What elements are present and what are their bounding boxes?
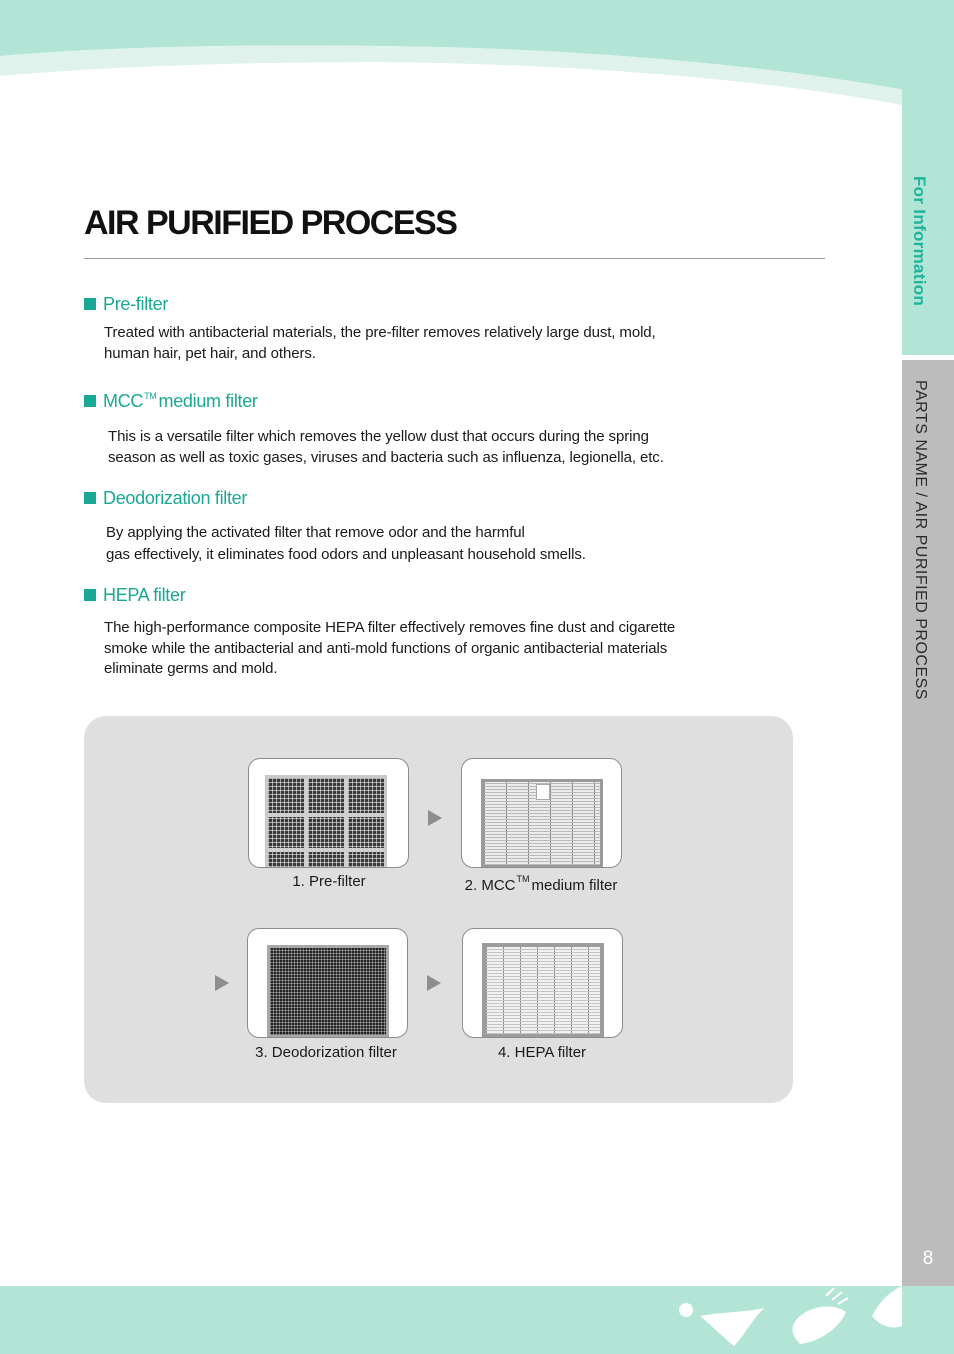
hepa-filter-card [462,928,623,1038]
section-body-hepa-filter [104,618,675,680]
section-heading-deodorization-filter [84,488,247,509]
section-body-deodorization-filter [106,522,586,566]
process-diagram-panel [84,716,793,1103]
section-heading-hepa-filter [84,585,185,606]
pre-filter-image [265,775,387,868]
square-bullet-icon [84,492,96,504]
side-breadcrumb: PARTS NAME / AIR PURIFIED PROCESS [912,380,929,700]
body-line: eliminate germs and mold. [104,660,278,677]
filter-label-tag [536,784,550,800]
body-line: Treated with antibacterial materials, the pre-filter removes relatively large dust, mold, [104,324,656,341]
trademark-superscript: TM [516,874,530,884]
arrow-right-icon [427,975,441,991]
bottom-decorative-band [0,1286,954,1354]
step-caption-mcc-filter [441,874,641,894]
title-divider [84,258,825,259]
section-body-pre-filter [104,323,656,364]
step-caption-deodorization-filter: 3. Deodorization filter [255,1044,397,1061]
mcc-filter-card [461,758,622,868]
square-bullet-icon [84,298,96,310]
section-heading-mcc-filter [84,391,258,412]
caption-text: 2. MCC [464,877,516,894]
square-bullet-icon [84,589,96,601]
top-decorative-band [0,0,954,120]
section-heading-text: Deodorization filter [103,488,248,508]
body-line: gas effectively, it eliminates food odors and unpleasant household smells. [106,546,586,563]
body-line: human hair, pet hair, and others. [104,344,316,362]
deodorization-filter-card [247,928,408,1038]
body-line: The high-performance composite HEPA filter effectively removes fine dust and cigarette [104,619,676,636]
mcc-filter-image [481,779,603,868]
square-bullet-icon [84,395,96,407]
pre-filter-card [248,758,409,868]
section-heading-pre-filter [84,294,168,315]
section-body-mcc-filter [108,427,664,468]
page-number: 8 [922,1248,934,1269]
leaf-decoration-icon [0,1286,954,1354]
section-heading-text: Pre-filter [103,294,169,314]
body-line: By applying the activated filter that remove odor and the harmful [106,524,525,541]
section-heading-text: MCC [103,391,144,411]
hepa-filter-image [482,943,604,1038]
step-caption-hepa-filter: 4. HEPA filter [497,1044,587,1061]
step-caption-pre-filter: 1. Pre-filter [292,873,366,890]
section-heading-text: medium filter [158,391,258,411]
body-line: smoke while the antibacterial and anti-mold functions of organic antibacterial materials [104,639,668,657]
side-section-label: For Information [910,176,929,307]
arrow-right-icon [215,975,229,991]
body-line: season as well as toxic gases, viruses and bacteria such as influenza, legionella, etc. [108,448,664,466]
arrow-right-icon [428,810,442,826]
section-heading-text: HEPA filter [103,585,186,605]
page-title: AIR PURIFIED PROCESS [84,204,457,242]
caption-text: medium filter [531,877,618,894]
deodorization-filter-image [267,945,389,1038]
body-line: This is a versatile filter which removes the yellow dust that occurs during the spring [108,428,649,445]
trademark-superscript: TM [144,391,157,401]
